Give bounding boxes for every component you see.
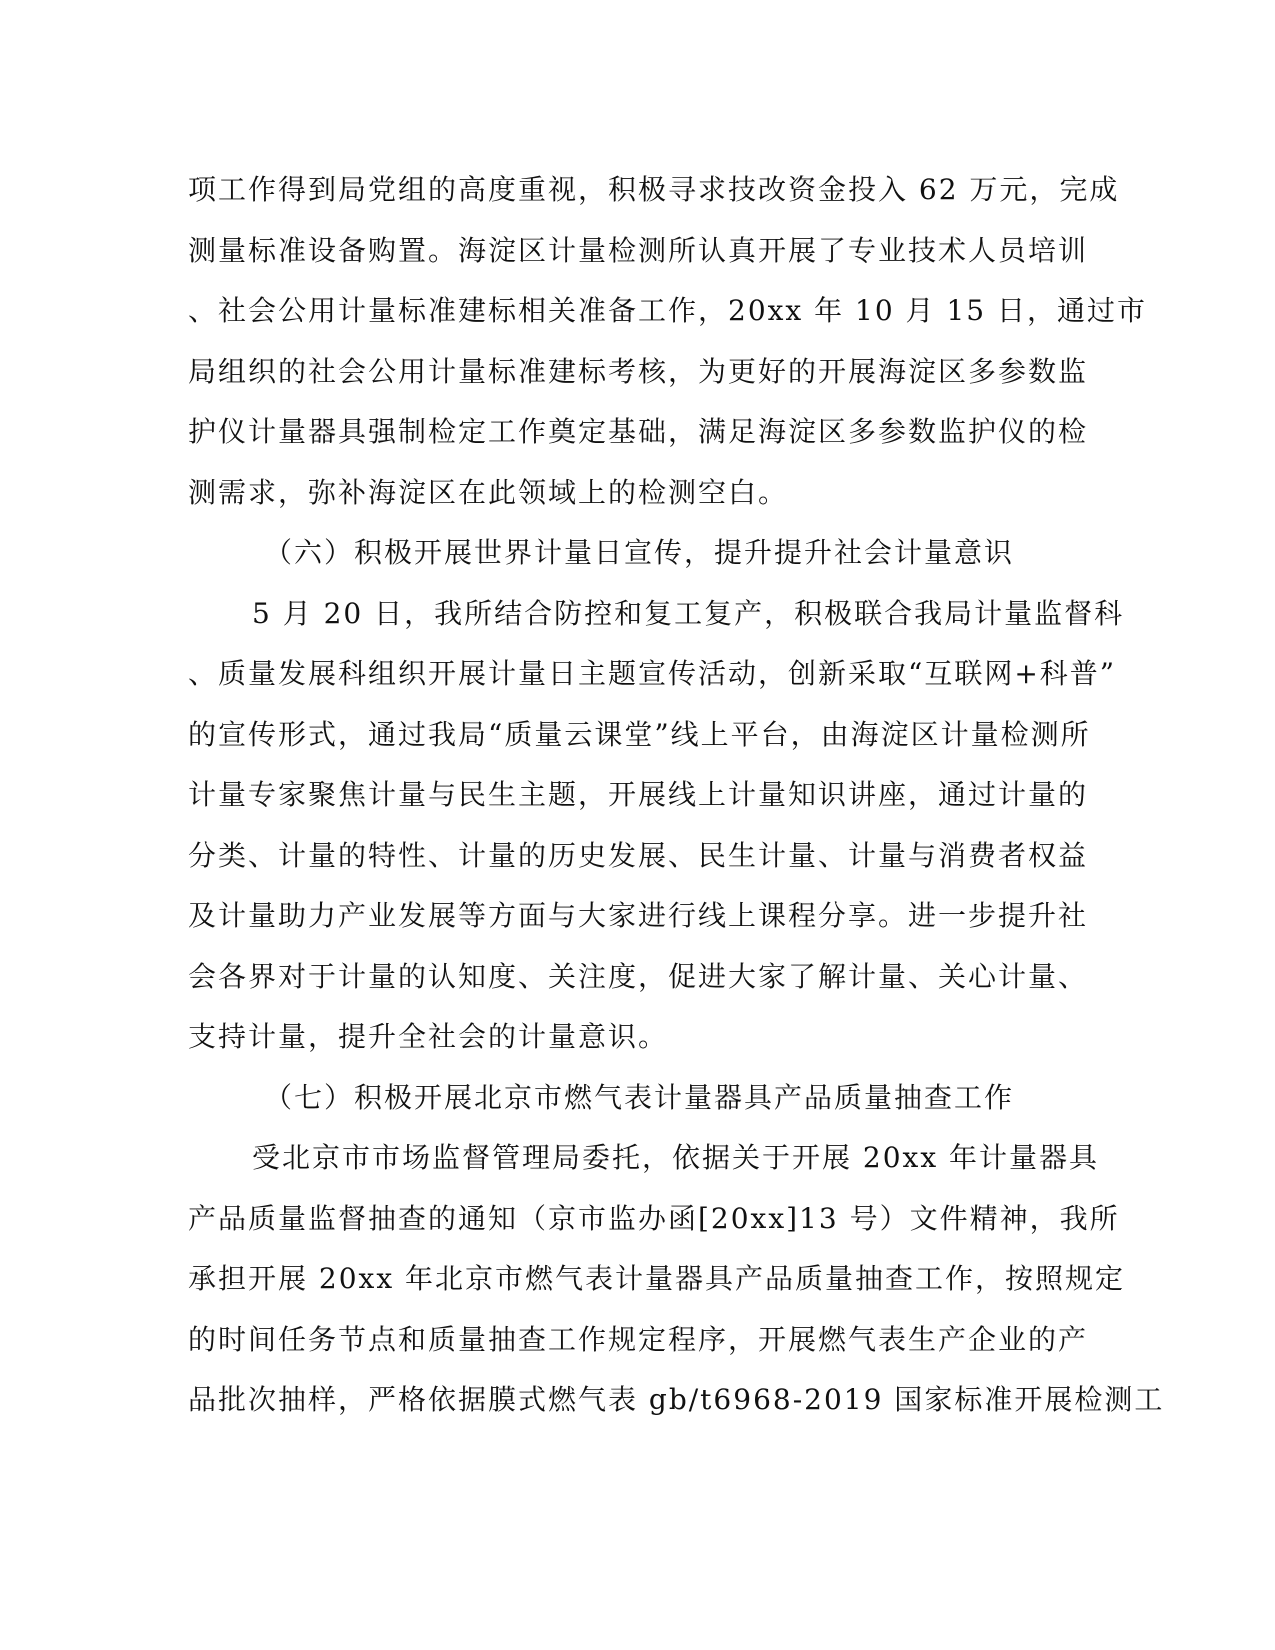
text-line: 5 月 20 日，我所结合防控和复工复产，积极联合我局计量监督科 [252, 596, 1125, 630]
text-line: 计量专家聚焦计量与民生主题，开展线上计量知识讲座，通过计量的 [188, 778, 1089, 811]
text-line: 会各界对于计量的认知度、关注度，促进大家了解计量、关心计量、 [188, 959, 1089, 993]
text-line: 及计量助力产业发展等方面与大家进行线上课程分享。进一步提升社 [188, 899, 1089, 932]
text-line: 护仪计量器具强制检定工作奠定基础，满足海淀区多参数监护仪的检 [188, 415, 1089, 448]
text-line: 测需求，弥补海淀区在此领域上的检测空白。 [188, 475, 789, 509]
text-line: 项工作得到局党组的高度重视，积极寻求技改资金投入 62 万元，完成 [188, 173, 1120, 206]
text-line: 、社会公用计量标准建标相关准备工作，20xx 年 10 月 15 日，通过市 [188, 294, 1147, 327]
text-line: 局组织的社会公用计量标准建标考核，为更好的开展海淀区多参数监 [188, 354, 1089, 388]
text-line: 受北京市市场监督管理局委托，依据关于开展 20xx 年计量器具 [252, 1141, 1100, 1174]
text-line: 品批次抽样，严格依据膜式燃气表 gb/t6968-2019 国家标准开展检测工 [188, 1383, 1165, 1416]
text-line: 承担开展 20xx 年北京市燃气表计量器具产品质量抽查工作，按照规定 [188, 1262, 1126, 1295]
section-heading-7: （七）积极开展北京市燃气表计量器具产品质量抽查工作 [264, 1080, 1015, 1114]
text-line: 的时间任务节点和质量抽查工作规定程序，开展燃气表生产企业的产 [188, 1322, 1089, 1356]
text-line: 、质量发展科组织开展计量日主题宣传活动，创新采取“互联网+科普” [188, 657, 1117, 690]
text-line: 的宣传形式，通过我局“质量云课堂”线上平台，由海淀区计量检测所 [188, 717, 1091, 751]
text-line: 分类、计量的特性、计量的历史发展、民生计量、计量与消费者权益 [188, 838, 1089, 872]
text-line: 产品质量监督抽查的通知（京市监办函[20xx]13 号）文件精神，我所 [188, 1201, 1120, 1235]
text-line: 测量标准设备购置。海淀区计量检测所认真开展了专业技术人员培训 [188, 233, 1089, 267]
section-heading-6: （六）积极开展世界计量日宣传，提升提升社会计量意识 [264, 536, 1015, 569]
document-body [188, 160, 1165, 1431]
text-line: 支持计量，提升全社会的计量意识。 [188, 1020, 669, 1053]
